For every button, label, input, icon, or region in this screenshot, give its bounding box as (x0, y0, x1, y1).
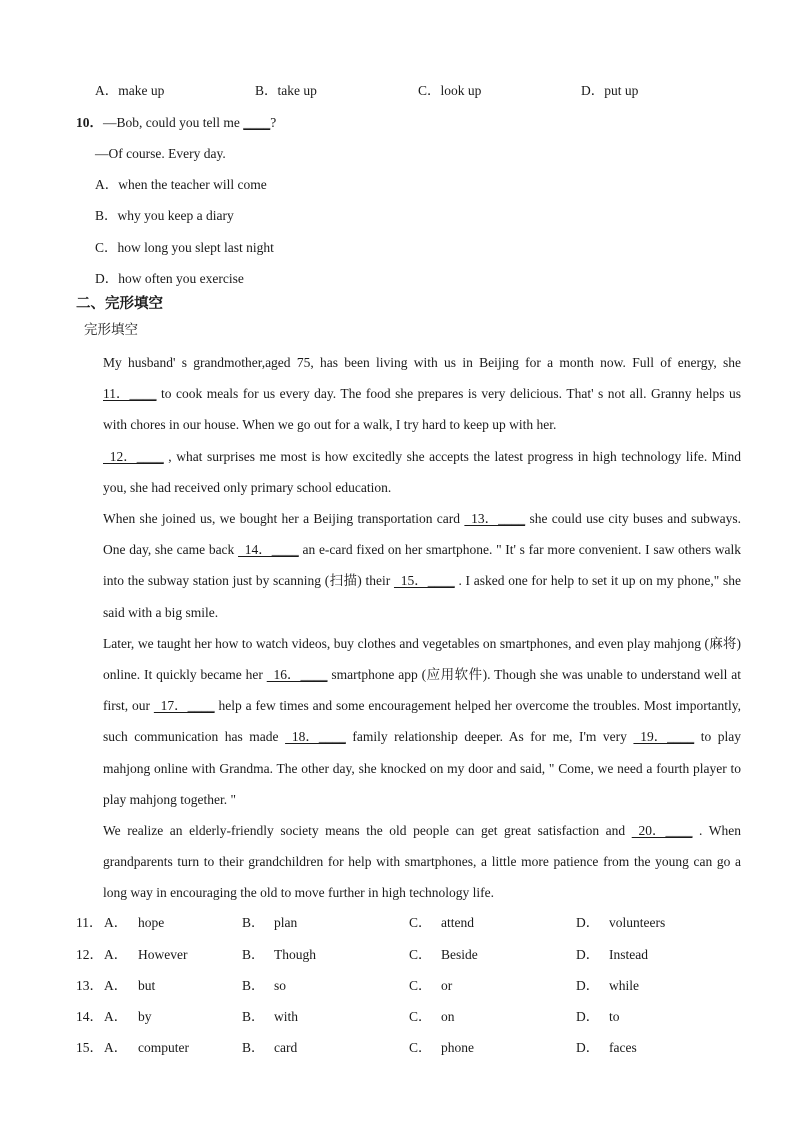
passage-paragraph-4: Later, we taught her how to watch videos, buy clothes and vegetables on smartphones, and even play mahjong (麻将) online. It quickly became her 16．____ smartphone app (应用软件). Though she was unable to understand well at first, our 17．____ help a few times and some encouragement helped her overcome the troubles. Most importantly, such communication has made 18．____ family relationship deeper. As for me, I'm very 19．____ to play mahjong online with Grandma. The other day, she knocked on my door and said, " Come, we need a fourth player to play mahjong together. " (103, 635, 741, 807)
q9-option-b: B．take up (255, 83, 317, 98)
choice-letter: B． (242, 1009, 265, 1024)
choice-text: phone (441, 1040, 474, 1055)
choice-letter: A． (104, 947, 128, 962)
choice-number: 13． (76, 978, 103, 993)
blank-14: 14．____ (238, 542, 299, 558)
choice-text: plan (274, 915, 298, 930)
choice-letter: A． (104, 1040, 128, 1055)
choice-text: hope (138, 915, 165, 930)
choice-text: with (274, 1009, 299, 1024)
q9-option-d: D．put up (581, 83, 639, 98)
blank-17: 17．____ (153, 698, 215, 714)
choice-letter: C． (409, 1009, 432, 1024)
choice-letter: D． (576, 947, 600, 962)
q10-reply: —Of course. Every day. (95, 146, 226, 161)
cloze-passage (76, 347, 741, 909)
blank-13: 13．____ (464, 511, 526, 527)
choice-row-15 (76, 1039, 756, 1057)
q10-option-c: C．how long you slept last night (95, 240, 274, 255)
choice-text: to (609, 1009, 620, 1024)
blank-19: 19．____ (633, 729, 695, 745)
choice-letter: C． (409, 947, 432, 962)
choice-text: but (138, 978, 156, 993)
q9-option-c: C．look up (418, 83, 482, 98)
choice-text: Though (274, 947, 316, 962)
blank-15: 15．____ (393, 573, 455, 589)
choice-letter: B． (242, 915, 265, 930)
choice-letter: C． (409, 915, 432, 930)
choice-text: on (441, 1009, 455, 1024)
choice-text: or (441, 978, 453, 993)
blank-16: 16．____ (266, 667, 328, 683)
choice-number: 12． (76, 947, 103, 962)
passage-paragraph-5: We realize an elderly-friendly society means the old people can get great satisfaction and 20．____ . When grandparents turn to their grandchildren for help with smartphones, a little more patience from the young can go a long way in encouraging the old to move further in high technology life. (76, 815, 741, 909)
choice-text: volunteers (609, 915, 666, 930)
passage-paragraph-2: 12．____ , what surprises me most is how excitedly she accepts the latest progress in high technology life. Mind you, she had received only primary school education. (76, 441, 741, 503)
choice-letter: D． (576, 978, 600, 993)
blank-11: 11．____ (103, 386, 157, 402)
blank-18: 18．____ (285, 729, 346, 745)
choice-letter: B． (242, 947, 265, 962)
choice-letter: A． (104, 915, 128, 930)
choice-letter: D． (576, 915, 600, 930)
choice-letter: A． (104, 978, 128, 993)
q10-prompt: 10．—Bob, could you tell me ____? (76, 115, 277, 130)
choice-letter: A． (104, 1009, 128, 1024)
choice-letter: D． (576, 1009, 600, 1024)
choice-letter: D． (576, 1040, 600, 1055)
choice-letter: C． (409, 978, 432, 993)
choice-number: 15． (76, 1040, 103, 1055)
section-subheading: 完形填空 (84, 322, 138, 338)
section-heading: 二、完形填空 (76, 296, 163, 312)
q10-option-b: B．why you keep a diary (95, 208, 234, 223)
choice-number: 11． (76, 915, 103, 930)
q10-option-a: A．when the teacher will come (95, 177, 267, 192)
choice-letter: C． (409, 1040, 432, 1055)
choice-number: 14． (76, 1009, 103, 1024)
choice-text: attend (441, 915, 474, 930)
choice-text: while (609, 978, 639, 993)
choice-text: card (274, 1040, 298, 1055)
q10-option-d: D．how often you exercise (95, 271, 244, 286)
blank-20: 20．____ (631, 823, 693, 839)
choice-letter: B． (242, 1040, 265, 1055)
choice-text: Instead (609, 947, 648, 962)
choice-letter: B． (242, 978, 265, 993)
choice-text: computer (138, 1040, 189, 1055)
q10-blank: ____ (243, 115, 271, 130)
choice-row-12 (76, 946, 756, 964)
choice-text: However (138, 947, 188, 962)
choice-text: faces (609, 1040, 637, 1055)
choice-row-13 (76, 977, 756, 995)
q9-option-a: A．make up (95, 83, 165, 98)
passage-paragraph-1: My husband' s grandmother,aged 75, has been living with us in Beijing for a month now. Full of energy, she 11．____ to cook meals for us every day. The food she prepares is very delicious. That' s not all. Granny helps us with chores in our house. When we go out for a walk, I try hard to keep up with her. (103, 355, 741, 433)
blank-12: 12．____ (103, 448, 164, 464)
choice-text: Beside (441, 947, 478, 962)
choice-row-11 (76, 914, 756, 932)
choice-text: by (138, 1009, 152, 1024)
choice-row-14 (76, 1008, 756, 1026)
choice-text: so (274, 978, 287, 993)
passage-paragraph-3: When she joined us, we bought her a Beijing transportation card 13．____ she could use city buses and subways. One day, she came back 14．____ an e-card fixed on her smartphone. " It' s far more convenient. I saw others walk into the subway station just by scanning (扫描) their 15．____ . I asked one for help to set it up on my phone," she said with a big smile. (76, 503, 741, 628)
